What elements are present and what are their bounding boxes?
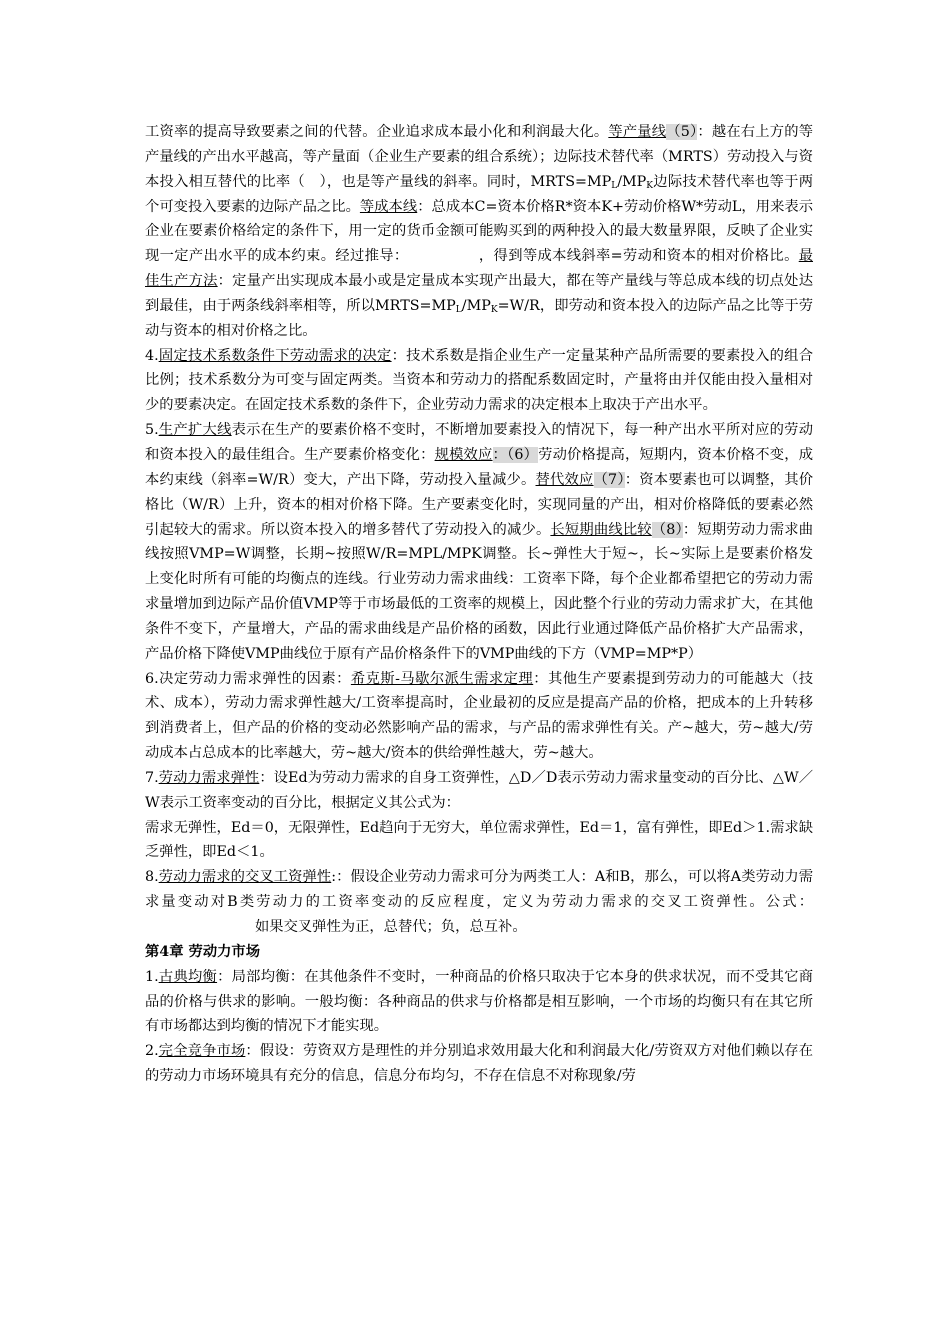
text: ：越在右上方的等产量线的产出水平越高，等产量面（企业生产要素的组合系统）；边际技术替代率（MRTS）劳动投入与资本投入相互替代的比率（ ），也是等产量线的斜率。同时，MRTS=MP	[145, 124, 814, 190]
text: ：其他生产要素提到劳动力的可能越大（技术、成本），劳动力需求弹性越大/工资率提高时，企业最初的反应是提高产品的价格，把成本的上升转移到消费者上，但产品的价格的变动必然影响产品的需求，与产品的需求弹性有关。产~越大，劳~越大/劳动成本占总成本的比率越大，劳~越大/资本的供给弹性越大，劳~越大。	[145, 670, 814, 762]
text: ：局部均衡：在其他条件不变时，一种商品的价格只取决于它本身的供求状况，而不受其它商品的价格与供求的影响。一般均衡：各种商品的供求与价格都是相互影响，一个市场的均衡只有在其它所有市场都达到均衡的情况下才能实现。	[145, 968, 814, 1035]
item-number: 4.	[145, 347, 159, 364]
item-number: 8.	[145, 869, 159, 886]
text: ：技术系数是指企业生产一定量某种产品所需要的要素投入的组合比例；技术系数分为可变与固定两类。当资本和劳动力的搭配系数固定时，产量将由并仅能由投入量相对少的要素决定。在固定技术系数的条件下，企业劳动力需求的决定根本上取决于产出水平。	[145, 347, 814, 414]
item-number: 2.	[145, 1043, 159, 1060]
term-substitution-effect: 替代效应	[535, 471, 594, 488]
text: 工资率的提高导致要素之间的代替。企业追求成本最小化和利润最大化。	[145, 124, 609, 140]
item-number: 7.	[145, 769, 159, 786]
paragraph-cross-elasticity	[145, 865, 813, 940]
term-scale-effect: 规模效应	[434, 446, 493, 463]
text: ：资本要素也可以调整，其价格比（W/R）上升，资本的相对价格下降。生产要素变化时，实现同量的产出，相对价格降低的要素必然引起较大的需求。所以资本投入的增多替代了劳动投入的减少。	[145, 471, 814, 538]
text: /MP	[617, 173, 647, 190]
paragraph-demand-elasticity	[145, 766, 813, 816]
item-number: 5.	[145, 422, 159, 439]
subscript: L	[611, 180, 618, 191]
subscript: K	[646, 180, 654, 191]
term-classical-equilibrium: 古典均衡	[158, 968, 218, 985]
term-cross-elasticity: 劳动力需求的交叉工资弹性	[158, 869, 332, 886]
text: ：总成本C=资本价格R*资本K+劳动价格W*劳动L，用来表示企业在要素价格给定的条件下，用一定的货币金额可能购买到的两种投入的最大数量界限，反映了企业实现一定产出水平的成本约束。经过推导：	[145, 198, 814, 265]
text: :：假设企业劳动力需求可分为两类工人：A和B，那么，可以将A类劳动力需求量变动对B类劳动力的工资率变动的反应程度，定义为劳动力需求的交叉工资弹性。公式：	[145, 869, 813, 911]
text: 劳动价格提高，短期内，资本价格不变，成本约束线（斜率=W/R）变大，产出下降，劳动投入量减少。	[145, 446, 814, 488]
term-demand-elasticity: 劳动力需求弹性	[158, 769, 260, 786]
figure-ref-5: （5）	[666, 124, 698, 140]
paragraph-isoquant	[145, 120, 813, 344]
document-page	[145, 120, 813, 1089]
figure-ref-8: （8）	[651, 521, 683, 538]
term-optimal-production: 最佳生产方法	[145, 248, 814, 290]
text: ，得到等成本线斜率=劳动和资本的相对价格比。	[478, 248, 799, 265]
term-expansion-path: 生产扩大线	[158, 422, 232, 439]
term-curve-comparison: 长短期曲线比较	[550, 521, 652, 538]
figure-ref-6: ：（6）	[492, 446, 539, 463]
text: ：假设：劳资双方是理性的并分别追求效用最大化和利润最大化/劳资双方对他们赖以存在的劳动力市场环境具有充分的信息，信息分布均匀，不存在信息不对称现象/劳	[145, 1043, 813, 1085]
subscript: K	[490, 304, 498, 315]
text: 6.决定劳动力需求弹性的因素：	[145, 670, 351, 687]
text: 如果交叉弹性为正，总替代；负，总互补。	[255, 919, 527, 935]
term-hicks-marshall: 希克斯-马歇尔派生需求定理	[350, 670, 534, 687]
text: 边际技术替代率也等于两个可变投入要素的边际产品之比。	[145, 173, 814, 215]
text: 表示在生产的要素价格不变时，不断增加要素投入的情况下，每一种产出水平所对应的劳动和资本投入的最佳组合。生产要素价格变化：	[145, 422, 813, 463]
paragraph-fixed-coefficients	[145, 344, 813, 419]
text: ：定量产出实现成本最小或是定量成本实现产出最大，都在等产量线与等总成本线的切点处达到最佳，由于两条线斜率相等，所以MRTS=MP	[145, 273, 814, 314]
paragraph-classical-equilibrium	[145, 965, 813, 1040]
term-isoquant: 等产量线	[608, 124, 667, 140]
paragraph-elasticity-factors	[145, 667, 813, 766]
text: ：设Ed为劳动力需求的自身工资弹性，△D／D表示劳动力需求量变动的百分比、△W／W表示工资率变动的百分比，根据定义其公式为：	[145, 769, 814, 811]
text: =W/R，即劳动和资本投入的边际产品之比等于劳动与资本的相对价格之比。	[145, 297, 813, 339]
text: ：短期劳动力需求曲线按照VMP=W调整，长期~按照W/R=MPL/MPK调整。长~弹性大于短~，长~实际上是要素价格发上变化时所有可能的均衡点的连线。行业劳动力需求曲线：工资率下降，每个企业都希望把它的劳动力需求量增加到边际产品价值VMP等于市场最低的工资率的规模上，因此整个行业的劳动力需求扩大，在其他条件不变下，产量增大，产品的需求曲线是产品价格的函数，因此行业通过降低产品价格扩大产品需求，产品价格下降使VMP曲线位于原有产品价格条件下的VMP曲线的下方（VMP=MP*P）	[145, 521, 814, 662]
paragraph-perfect-competition	[145, 1039, 813, 1089]
paragraph-elasticity-types	[145, 816, 813, 866]
chapter-heading: 第4章 劳动力市场	[145, 943, 261, 960]
term-fixed-coefficients: 固定技术系数条件下劳动需求的决定	[158, 347, 392, 364]
text: 需求无弹性，Ed＝0，无限弹性，Ed趋向于无穷大，单位需求弹性，Ed＝1，富有弹性，即Ed＞1.需求缺乏弹性，即Ed＜1。	[145, 819, 813, 861]
item-number: 1.	[145, 968, 159, 985]
term-isocost: 等成本线	[359, 198, 418, 215]
subscript: L	[455, 304, 462, 315]
figure-ref-7: （7）	[593, 471, 625, 488]
text: /MP	[461, 297, 491, 314]
term-perfect-competition: 完全竞争市场	[158, 1043, 246, 1060]
paragraph-expansion-path	[145, 418, 813, 666]
